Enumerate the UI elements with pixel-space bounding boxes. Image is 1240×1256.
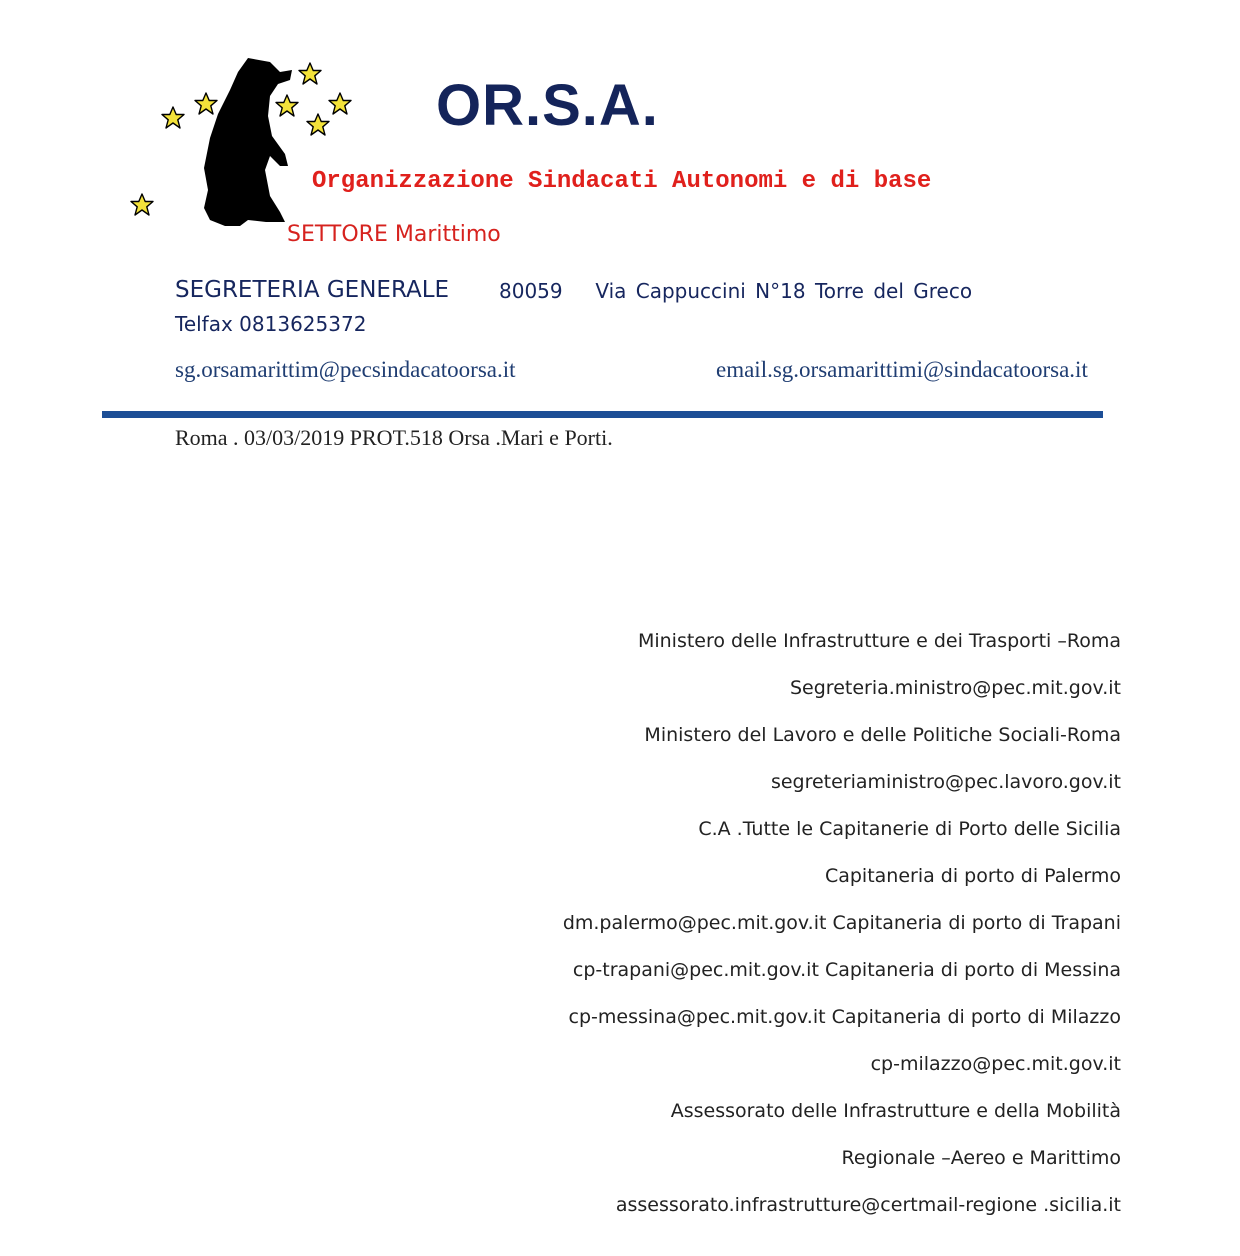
sector-name: SETTORE Marittimo	[287, 222, 501, 247]
recipient-line: cp-milazzo@pec.mit.gov.it	[870, 1053, 1121, 1075]
recipient-line: dm.palermo@pec.mit.gov.it Capitaneria di porto di Trapani	[562, 912, 1121, 934]
header-divider	[102, 411, 1103, 418]
telfax-number: Telfax 0813625372	[175, 312, 367, 336]
recipient-line: segreteriaministro@pec.lavoro.gov.it	[770, 771, 1121, 793]
contact-email-link[interactable]: email.sg.orsamarittimi@sindacatoorsa.it	[716, 357, 1088, 382]
recipients-list	[563, 626, 1121, 1237]
recipient-line: Segreteria.ministro@pec.mit.gov.it	[789, 677, 1121, 699]
address-line	[499, 279, 972, 303]
recipient-line: Ministero del Lavoro e delle Politiche Sociali-Roma	[644, 724, 1121, 746]
organization-acronym: OR.S.A.	[436, 73, 659, 138]
recipient-line: Regionale –Aereo e Marittimo	[841, 1147, 1121, 1169]
street-address: Via Cappuccini N°18 Torre del Greco	[595, 279, 973, 303]
recipient-line: assessorato.infrastrutture@certmail-regione .sicilia.it	[615, 1194, 1121, 1216]
recipient-line: C.A .Tutte le Capitanerie di Porto delle Sicilia	[698, 818, 1121, 840]
bear-with-stars-icon	[120, 50, 360, 240]
postal-code: 80059	[499, 279, 563, 303]
recipient-line: Ministero delle Infrastrutture e dei Trasporti –Roma	[637, 630, 1121, 652]
recipient-line: cp-messina@pec.mit.gov.it Capitaneria di porto di Milazzo	[568, 1006, 1121, 1028]
secretariat-label: SEGRETERIA GENERALE	[175, 277, 450, 303]
recipient-line: Capitaneria di porto di Palermo	[824, 865, 1121, 887]
date-protocol-line: Roma . 03/03/2019 PROT.518 Orsa .Mari e Porti.	[175, 425, 613, 450]
recipient-line: cp-trapani@pec.mit.gov.it Capitaneria di porto di Messina	[572, 959, 1121, 981]
recipient-line: Assessorato delle Infrastrutture e della Mobilità	[670, 1100, 1121, 1122]
pec-email-link[interactable]: sg.orsamarittim@pecsindacatoorsa.it	[175, 357, 516, 382]
bear-silhouette	[204, 58, 292, 226]
organization-full-name: Organizzazione Sindacati Autonomi e di base	[312, 168, 932, 195]
